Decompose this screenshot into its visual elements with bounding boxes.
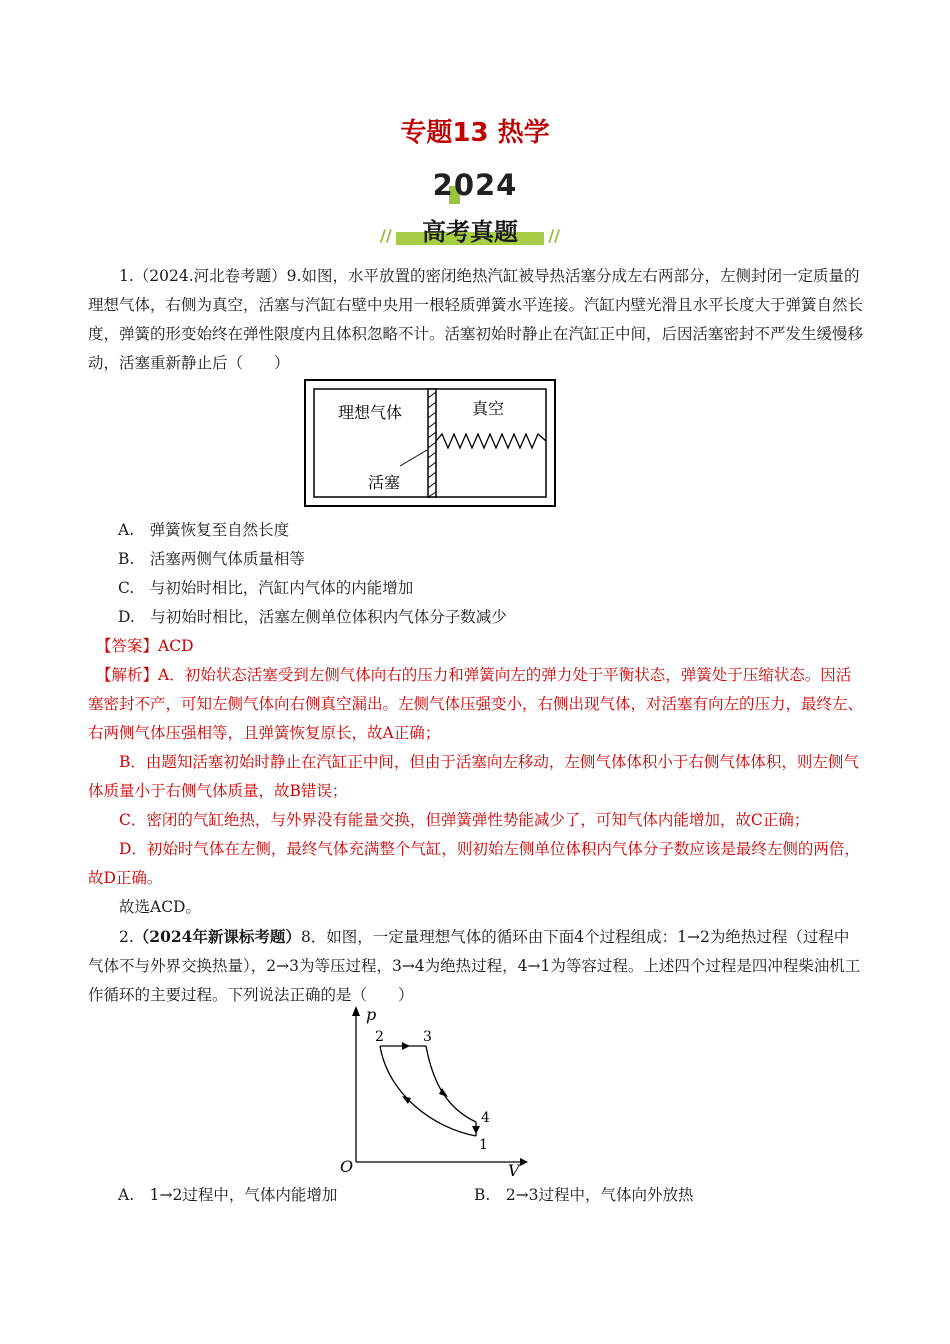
q1-answer [96,632,872,661]
point-3-label: 3 [423,1029,432,1045]
q2-source: （2024年新课标考题） [133,927,301,946]
q1-analysis-c: C．密闭的气缸绝热，与外界没有能量交换，但弹簧弹性势能减少了，可知气体内能增加，故C正确； [119,811,810,829]
q2-option-a: A. 1→2过程中，气体内能增加 [118,1186,338,1204]
banner-right-slash: // [548,226,560,245]
year-heading: 2024 [432,168,518,202]
page-title: 专题13 热学 [400,118,550,148]
q1-analysis-a [88,661,864,748]
arrow-1-2 [402,1096,411,1104]
q2-option-b: B. 2→3过程中，气体向外放热 [474,1186,694,1204]
answer-value: ACD [158,637,194,655]
y-axis-arrow [352,1006,360,1016]
q1-option-c: C. 与初始时相比，汽缸内气体的内能增加 [118,579,414,597]
process-3-4 [426,1046,476,1122]
q2-number: 2. [119,928,134,946]
answer-tag: 【答案】 [96,637,159,655]
point-4-label: 4 [481,1110,490,1126]
q1-analysis-d: D．初始时气体在左侧，最终气体充满整个气缸，则初始左侧单位体积内气体分子数应该是最终左侧的两倍，故D正确。 [88,840,860,887]
analysis-tag: 【解析】 [96,666,159,684]
point-1-label: 1 [479,1137,488,1153]
q2-text: 8．如图，一定量理想气体的循环由下面4个过程组成：1→2为绝热过程（过程中气体不与外界交换热量），2→3为等压过程，3→4为绝热过程，4→1为等容过程。上述四个过程是四冲程柴油机工作循环的主要过程。下列说法正确的是（ ） [88,928,861,1004]
q1-conclusion: 故选ACD。 [119,898,201,916]
q1-option-b: B. 活塞两侧气体质量相等 [118,550,305,568]
label-vacuum: 真空 [472,399,505,418]
analysis-a-text: A．初始状态活塞受到左侧气体向右的压力和弹簧向左的弹力处于平衡状态，弹簧处于压缩状态。因活塞密封不产，可知左侧气体向右侧真空漏出。左侧气体压强变小，右侧出现气体，对活塞有向左的压力，最终左、右两侧气体压强相等，且弹簧恢复原长，故A正确； [88,666,864,742]
q1-analysis-b: B．由题知活塞初始时静止在汽缸正中间，但由于活塞向左移动，左侧气体体积小于右侧气体体积，则左侧气体质量小于右侧气体质量，故B错误； [88,753,859,800]
q1-cylinder-figure [300,378,560,510]
point-2-label: 2 [375,1029,384,1045]
q2-stem [88,922,864,1010]
label-ideal-gas: 理想气体 [338,403,403,422]
arrow-4-1 [472,1126,480,1134]
banner-left-slash: // [380,226,392,245]
process-1-2 [380,1046,476,1136]
q1-stem: 1.（2024.河北卷考题）9.如图，水平放置的密闭绝热汽缸被导热活塞分成左右两部分，左侧封闭一定质量的理想气体，右侧为真空，活塞与汽缸右壁中央用一根轻质弹簧水平连接。汽缸内壁光滑且水平长度大于弹簧自然长度，弹簧的形变始终在弹性限度内且体积忽略不计。活塞初始时静止在汽缸正中间，后因活塞密封不严发生缓慢移动，活塞重新静止后（ ） [88,267,864,372]
y-axis-label: p [366,1005,377,1024]
x-axis-arrow [520,1158,528,1166]
arrow-2-3 [402,1042,410,1050]
x-axis-label: V [508,1161,520,1180]
label-piston: 活塞 [368,473,401,492]
q1-option-d: D. 与初始时相比，活塞左侧单位体积内气体分子数减少 [118,608,507,626]
section-banner [380,212,560,248]
q1-option-a: A. 弹簧恢复至自然长度 [118,521,290,539]
q2-pv-graph [338,1004,528,1180]
origin-label: O [340,1157,354,1176]
banner-text: 高考真题 [422,218,518,246]
